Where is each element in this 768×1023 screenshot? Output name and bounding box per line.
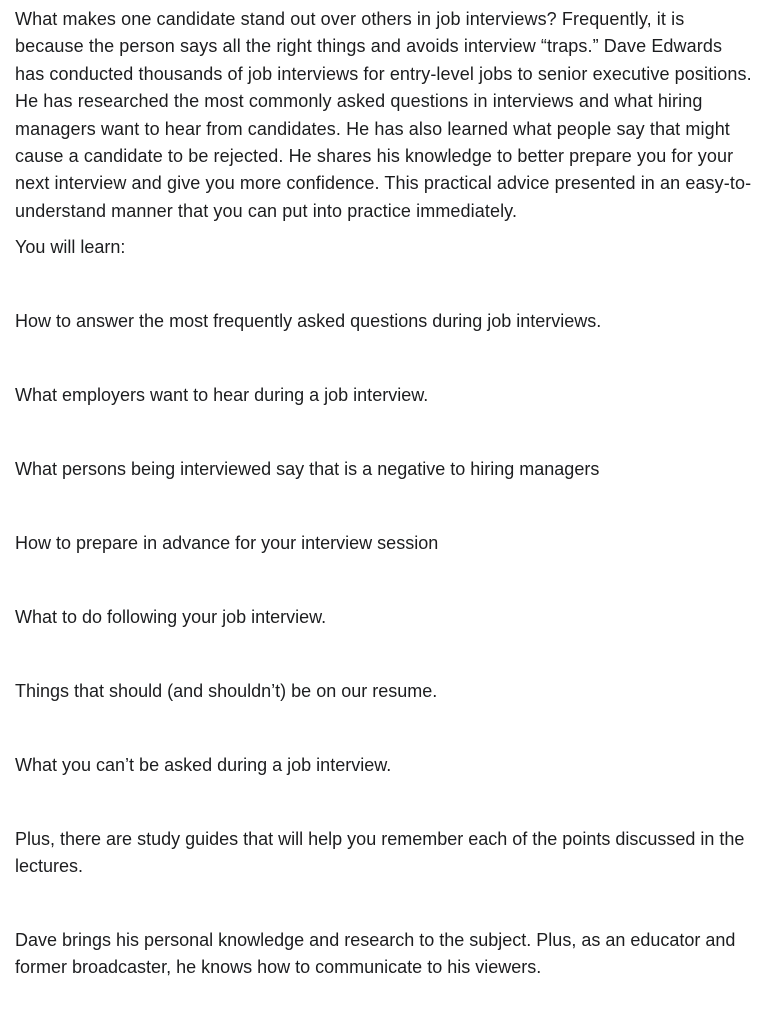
learn-item: What employers want to hear during a job interview. <box>15 385 429 406</box>
learn-item: What persons being interviewed say that is a negative to hiring managers <box>15 459 600 480</box>
learn-heading: You will learn: <box>15 237 126 258</box>
spacer <box>15 261 753 308</box>
learn-item: How to answer the most frequently asked questions during job interviews. <box>15 311 602 332</box>
study-guides-paragraph: Plus, there are study guides that will help you remember each of the points discussed in the lectures. <box>15 829 745 877</box>
spacer <box>15 409 753 456</box>
spacer <box>15 705 753 752</box>
learn-item: How to prepare in advance for your interview session <box>15 533 439 554</box>
spacer <box>15 483 753 530</box>
spacer <box>15 335 753 382</box>
spacer <box>15 779 753 826</box>
spacer <box>15 880 753 927</box>
learn-item: What to do following your job interview. <box>15 607 327 628</box>
instructor-paragraph: Dave brings his personal knowledge and research to the subject. Plus, as an educator and former broadcaster, he knows how to communicate to his viewers. <box>15 930 736 978</box>
learn-item: What you can’t be asked during a job interview. <box>15 755 392 776</box>
spacer <box>15 631 753 678</box>
learn-item: Things that should (and shouldn’t) be on our resume. <box>15 681 438 702</box>
spacer <box>15 557 753 604</box>
intro-paragraph: What makes one candidate stand out over others in job interviews? Frequently, it is because the person says all the right things and avoids interview “traps.” Dave Edwards has conducted thousands of job interviews for entry-level jobs to senior executive positions. He has researched the most commonly asked questions in interviews and what hiring managers want to hear from candidates. He has also learned what people say that might cause a candidate to be rejected. He shares his knowledge to better prepare you for your next interview and give you more confidence. This practical advice presented in an easy-to-understand manner that you can put into practice immediately. <box>15 9 752 221</box>
